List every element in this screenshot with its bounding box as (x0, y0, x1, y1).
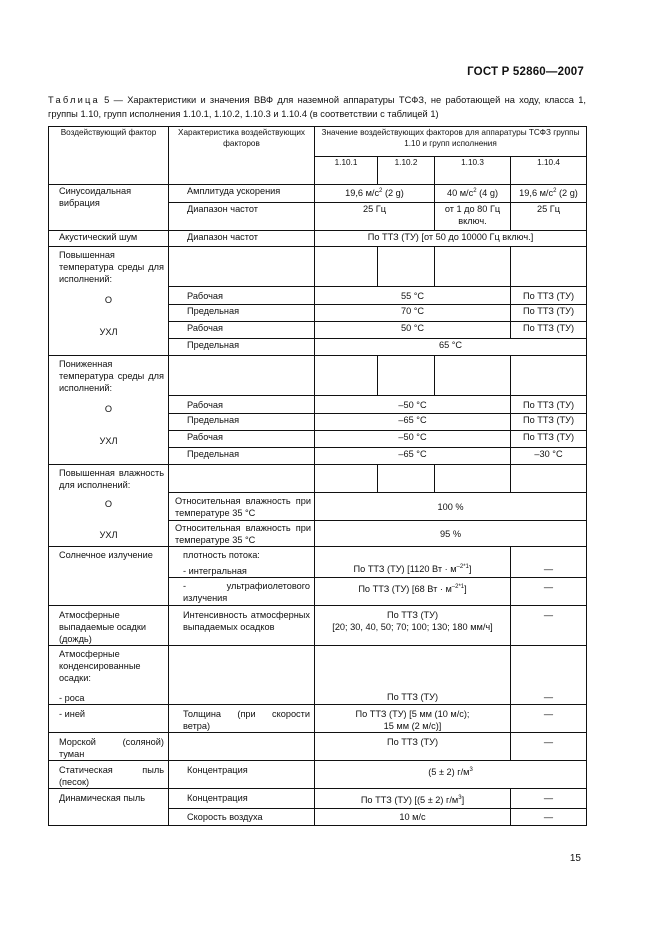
caption-text: — Характеристики и значения ВВФ для наземной аппаратуры ТСФЗ, не работающей на ходу, класса 1, группы 1.10, групп исполнения 1.10.1, 1.10.2, 1.10.3 и 1.10.4 (в соответствии с таблицей 1) (48, 95, 586, 119)
value-cell: –50 °С (315, 431, 511, 448)
factor-low-temp: Пониженная температура среды для исполнений: О УХЛ (49, 356, 169, 465)
factor-condensed: Атмосферные конденсированные осадки: - роса (49, 646, 169, 705)
value-cell (511, 356, 587, 396)
table-row (49, 761, 587, 789)
value-cell: 100 % (315, 493, 587, 521)
char-cell: Интенсивность атмосферных выпадаемых осадков (169, 606, 315, 646)
table-row (49, 547, 587, 578)
header-group-3: 1.10.3 (435, 157, 511, 185)
factor-solar: Солнечное излучение (49, 547, 169, 606)
value-cell: — (511, 547, 587, 578)
value-cell: 10 м/с (315, 809, 511, 826)
value-cell: 50 °С (315, 322, 511, 339)
char-cell: Рабочая (169, 287, 315, 305)
page-number: 15 (569, 853, 581, 864)
table-row (49, 231, 587, 247)
value-cell (378, 465, 435, 493)
value-cell (378, 247, 435, 287)
factor-precip: Атмосферные выпадаемые осадки (дождь) (49, 606, 169, 646)
value-cell: 19,6 $м/с^2$ (2 g) (315, 185, 435, 203)
char-cell: Рабочая (169, 396, 315, 414)
factor-dynamic-dust: Динамическая пыль (49, 789, 169, 826)
value-cell: –65 °С (315, 448, 511, 465)
variant-uhl: УХЛ (99, 327, 118, 337)
value-cell: от 1 до 80 Гц включ. (435, 203, 511, 231)
char-cell (169, 247, 315, 287)
value-cell: 55 °С (315, 287, 511, 305)
char-cell: Относительная влажность при температуре 35 °С (169, 493, 315, 521)
table-row (49, 247, 587, 287)
factor-frost: - иней (49, 705, 169, 733)
value-cell: По ТТЗ (ТУ) [1120 Вт · $м^{-2*1}$] (315, 547, 511, 578)
value-cell: — (511, 705, 587, 733)
char-cell: Скорость воздуха (169, 809, 315, 826)
value-cell: 70 °С (315, 305, 511, 322)
value-cell: 40 $м/с^2$ (4 g) (435, 185, 511, 203)
value-cell (511, 247, 587, 287)
value-cell: — (511, 789, 587, 809)
table-row (49, 356, 587, 396)
char-cell: Концентрация (169, 761, 315, 789)
char-cell: Предельная (169, 339, 315, 356)
char-cell: Относительная влажность при температуре 35 °С (169, 521, 315, 547)
table-row (49, 606, 587, 646)
value-cell: По ТТЗ (ТУ) (511, 305, 587, 322)
value-cell: –30 °С (511, 448, 587, 465)
header-group-4: 1.10.4 (511, 157, 587, 185)
char-head: плотность потока: (183, 550, 260, 560)
char-cell (169, 465, 315, 493)
value-cell (511, 465, 587, 493)
value-cell: По ТТЗ (ТУ) (511, 414, 587, 431)
header-row (49, 127, 587, 157)
value-cell: 19,6 $м/с^2$ (2 g) (511, 185, 587, 203)
table-row (49, 789, 587, 809)
char-cell: Диапазон частот (169, 203, 315, 231)
factor-sea-fog: Морской (соляной) туман (49, 733, 169, 761)
header-factor: Воздействующий фактор (49, 127, 169, 185)
header-characteristic: Характеристика воздействующих факторов (169, 127, 315, 185)
value-cell (435, 356, 511, 396)
table-row (49, 185, 587, 203)
char-cell (169, 356, 315, 396)
value-cell: (5 ± 2) $г/м^3$ (315, 761, 587, 789)
value-cell: 25 Гц (315, 203, 435, 231)
value-cell: По ТТЗ (ТУ) (511, 287, 587, 305)
factor-acoustic: Акустический шум (49, 231, 169, 247)
char-cell: - ультрафиолетового излучения (169, 578, 315, 606)
header-group-1: 1.10.1 (315, 157, 378, 185)
value-cell: По ТТЗ (ТУ) (511, 431, 587, 448)
char-cell: Диапазон частот (169, 231, 315, 247)
header-group-2: 1.10.2 (378, 157, 435, 185)
value-cell: — (511, 809, 587, 826)
value-cell (315, 247, 378, 287)
factor-humidity: Повышенная влажность для исполнений: О УХЛ (49, 465, 169, 547)
characteristics-table (48, 126, 587, 826)
table-caption (48, 94, 586, 121)
char-cell: Предельная (169, 414, 315, 431)
char-cell (169, 733, 315, 761)
value-cell: По ТТЗ (ТУ) (511, 396, 587, 414)
variant-uhl: УХЛ (99, 530, 118, 540)
factor-high-temp: Повышенная температура среды для исполнений: О УХЛ (49, 247, 169, 356)
table-row (49, 733, 587, 761)
value-cell: По ТТЗ (ТУ) [(5 ± 2) $г/м^3$] (315, 789, 511, 809)
table-row (49, 465, 587, 493)
value-cell: По ТТЗ (ТУ) (315, 733, 511, 761)
value-cell (378, 356, 435, 396)
char-cell: плотность потока: - интегральная (169, 547, 315, 578)
value-cell (435, 247, 511, 287)
factor-static-dust: Статическая пыль (песок) (49, 761, 169, 789)
table-row (49, 646, 587, 705)
value-cell: — (511, 578, 587, 606)
value-cell: По ТТЗ (ТУ) [68 Вт · $м^{-2*1}$] (315, 578, 511, 606)
value-cell: По ТТЗ (ТУ) [5 мм (10 м/с); 15 мм (2 м/с)] (315, 705, 511, 733)
char-cell: Предельная (169, 448, 315, 465)
header-values: Значение воздействующих факторов для аппаратуры ТСФЗ группы 1.10 и групп исполнения (315, 127, 587, 157)
char-cell: Толщина (при скорости ветра) (169, 705, 315, 733)
char-cell: Амплитуда ускорения (169, 185, 315, 203)
value-cell: По ТТЗ (ТУ) [20; 30, 40, 50; 70; 100; 130; 180 мм/ч] (315, 606, 511, 646)
value-cell: — (511, 733, 587, 761)
value-cell: –50 °С (315, 396, 511, 414)
value-cell: По ТТЗ (ТУ) (511, 322, 587, 339)
value-cell: — (511, 606, 587, 646)
value-cell (315, 465, 378, 493)
factor-dew: - роса (59, 693, 85, 703)
char-cell (169, 646, 315, 705)
variant-o: О (104, 295, 113, 305)
caption-word: Таблица (48, 95, 100, 105)
value-cell: 65 °С (315, 339, 587, 356)
value-cell: 25 Гц (511, 203, 587, 231)
variant-o: О (104, 499, 113, 509)
factor-sinus: Синусоидальная вибрация (49, 185, 169, 231)
variant-uhl: УХЛ (99, 436, 118, 446)
char-cell: Рабочая (169, 431, 315, 448)
document-code: ГОСТ Р 52860—2007 (467, 66, 584, 78)
char-cell: Рабочая (169, 322, 315, 339)
value-cell (435, 465, 511, 493)
value-cell: — (511, 646, 587, 705)
value-cell: По ТТЗ (ТУ) [от 50 до 10000 Гц включ.] (315, 231, 587, 247)
value-cell: 95 % (315, 521, 587, 547)
variant-o: О (104, 404, 113, 414)
value-cell: –65 °С (315, 414, 511, 431)
table-row (49, 705, 587, 733)
value-cell (315, 356, 378, 396)
char-cell: Концентрация (169, 789, 315, 809)
value-cell: По ТТЗ (ТУ) (315, 646, 511, 705)
char-cell: Предельная (169, 305, 315, 322)
caption-number: 5 (104, 95, 110, 105)
